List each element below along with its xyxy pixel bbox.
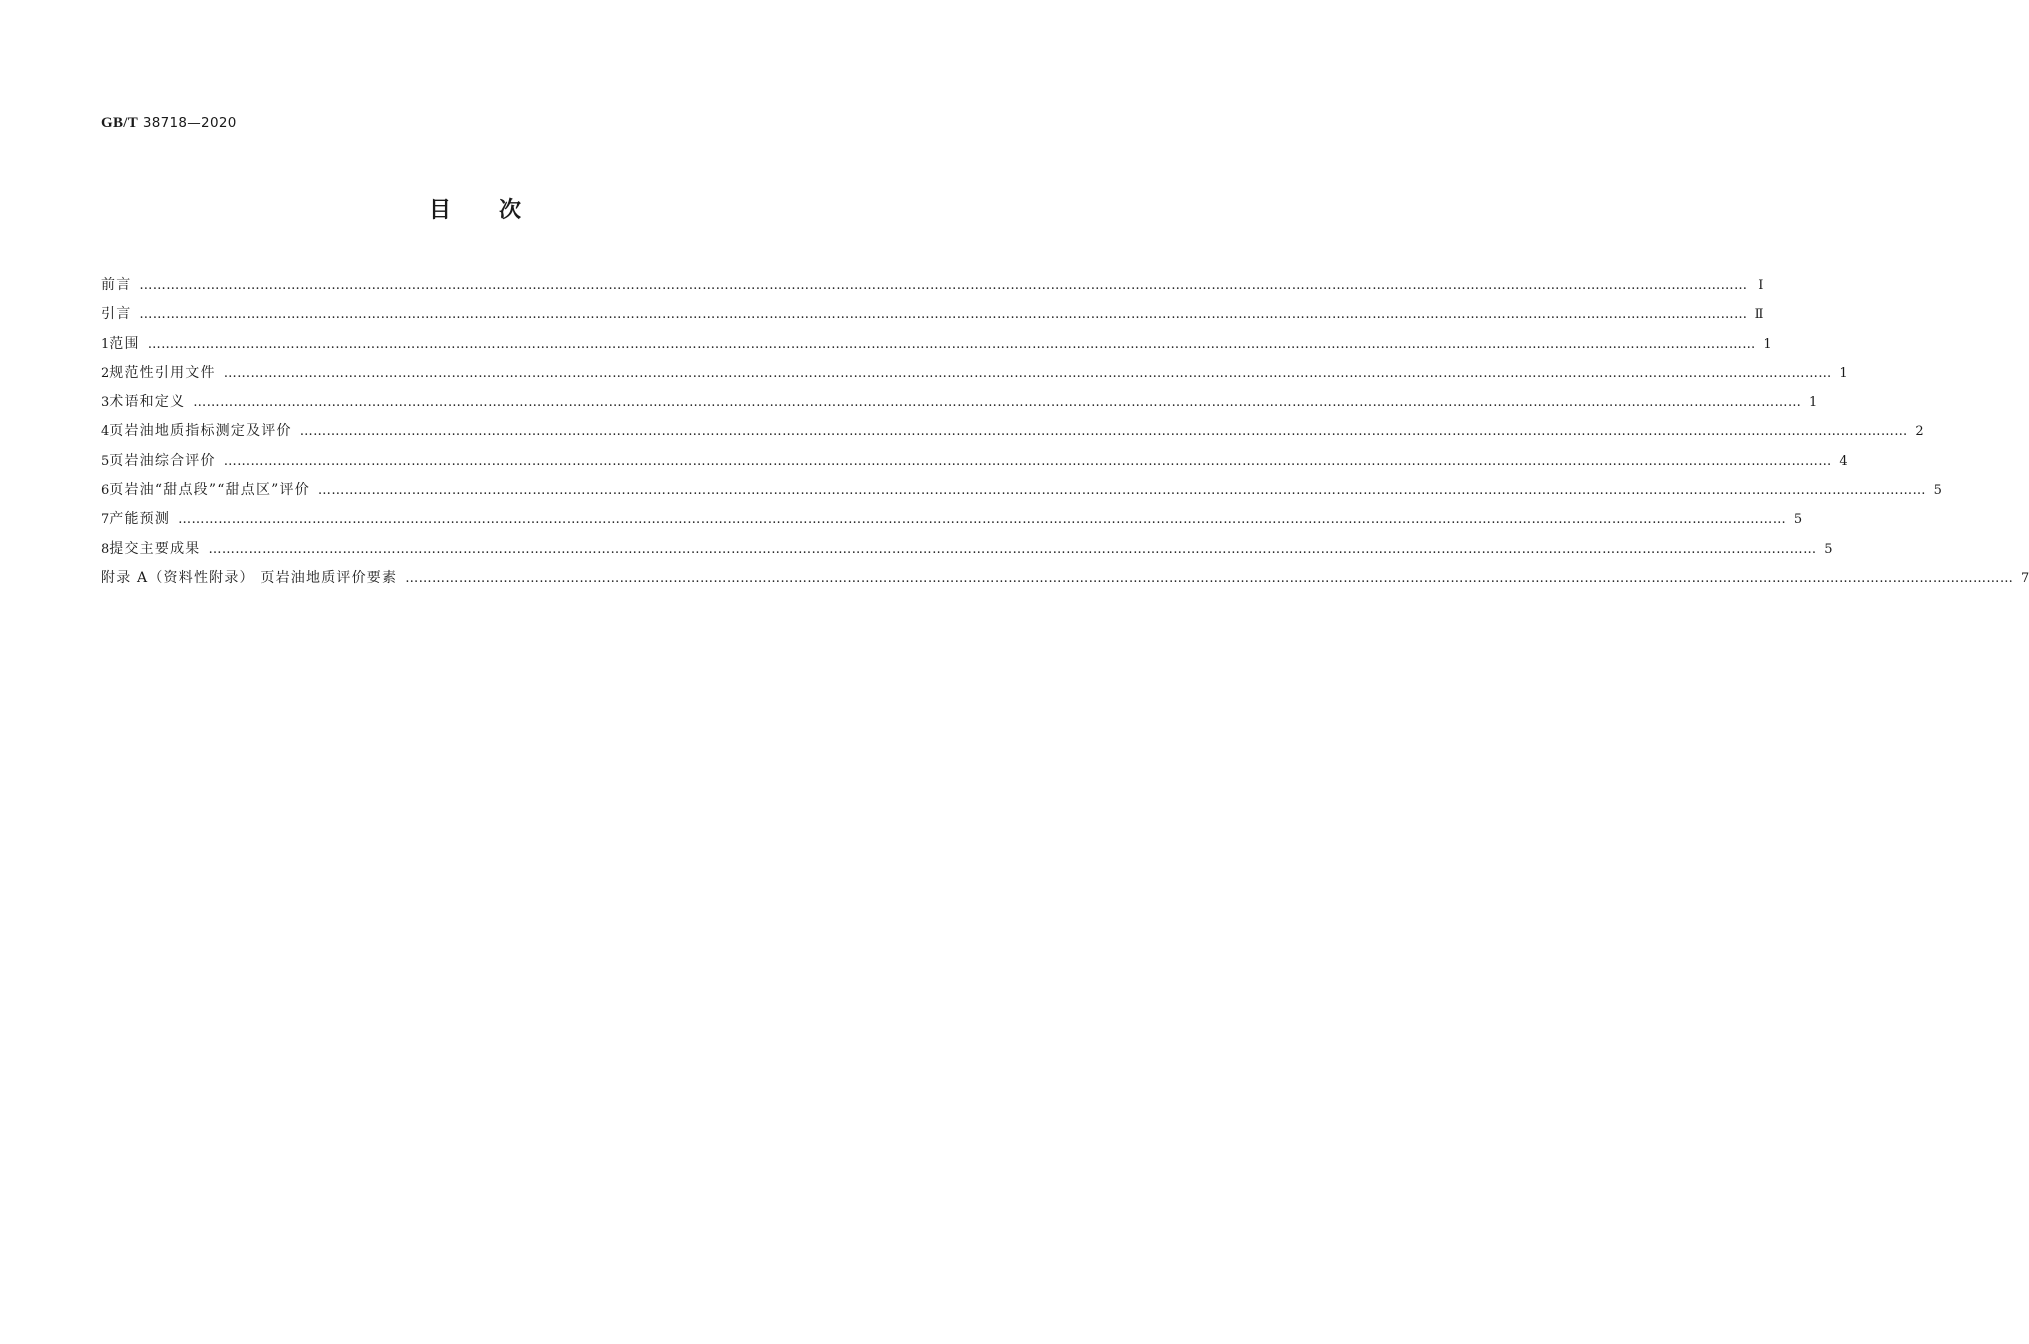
toc-page-number: 1 bbox=[1839, 365, 1848, 381]
standard-number: 38718—2020 bbox=[142, 115, 237, 131]
toc-entry[interactable] bbox=[101, 275, 1764, 304]
toc-dot-leader: ……………………………………………………………………………………………………………………………………………………………………………………………………………………………………………………………………………………………………………………………… bbox=[178, 512, 1787, 528]
toc-entry[interactable] bbox=[101, 392, 1818, 421]
toc-entry[interactable] bbox=[101, 304, 1764, 333]
toc-entry-label: 页岩油综合评价 bbox=[109, 452, 216, 469]
toc-dot-leader: ……………………………………………………………………………………………………………………………………………………………………………………………………………………………………………………………………………………………………………………………… bbox=[317, 483, 1926, 499]
toc-page-number: 5 bbox=[1933, 483, 1942, 499]
toc-page-number: Ⅰ bbox=[1758, 278, 1764, 293]
toc-dot-leader: ……………………………………………………………………………………………………………………………………………………………………………………………………………………………………………………………………………………………………………………………… bbox=[147, 336, 1756, 352]
toc-dot-leader: ……………………………………………………………………………………………………………………………………………………………………………………………………………………………………………………………………………………………………………………………… bbox=[223, 365, 1832, 381]
toc-page-number: 1 bbox=[1809, 395, 1818, 411]
toc-entry[interactable] bbox=[101, 539, 1833, 568]
toc-entry-number: 7 bbox=[101, 512, 110, 528]
table-of-contents bbox=[101, 275, 2029, 597]
toc-page-number: 1 bbox=[1763, 336, 1772, 352]
toc-entry-number: 1 bbox=[101, 336, 110, 352]
toc-entry-label: 规范性引用文件 bbox=[109, 364, 216, 381]
toc-entry-number: 3 bbox=[101, 395, 110, 411]
toc-entry-number: 2 bbox=[101, 365, 110, 381]
toc-dot-leader: ……………………………………………………………………………………………………………………………………………………………………………………………………………………………………………………………………………………………………………………………… bbox=[299, 424, 1908, 440]
toc-entry-label: 产能预测 bbox=[109, 511, 171, 528]
toc-page-number: 7 bbox=[2020, 570, 2029, 586]
page-title: 目次 bbox=[428, 198, 569, 223]
toc-entry[interactable] bbox=[101, 363, 1848, 392]
toc-entry-label: 术语和定义 bbox=[109, 394, 186, 411]
toc-dot-leader: ……………………………………………………………………………………………………………………………………………………………………………………………………………………………………………………………………………………………………………………………… bbox=[139, 278, 1748, 293]
toc-entry[interactable] bbox=[101, 421, 1924, 450]
toc-dot-leader: ……………………………………………………………………………………………………………………………………………………………………………………………………………………………………………………………………………………………………………………………… bbox=[139, 307, 1748, 323]
toc-entry-label: 范围 bbox=[109, 335, 140, 352]
toc-entry-label: 页岩油地质指标测定及评价 bbox=[109, 423, 292, 440]
toc-dot-leader: ……………………………………………………………………………………………………………………………………………………………………………………………………………………………………………………………………………………………………………………………… bbox=[223, 453, 1832, 469]
toc-entry[interactable] bbox=[101, 480, 1942, 509]
standard-prefix: GB/T bbox=[101, 115, 139, 131]
toc-entry-number: 5 bbox=[101, 453, 110, 469]
toc-entry-label: 附录 A（资料性附录） 页岩油地质评价要素 bbox=[101, 569, 398, 586]
toc-entry-number: 6 bbox=[101, 483, 110, 499]
toc-page-number: 2 bbox=[1915, 424, 1924, 440]
toc-entry-label: 引言 bbox=[101, 306, 132, 323]
toc-entry[interactable] bbox=[101, 509, 1803, 538]
toc-page-number: Ⅱ bbox=[1754, 307, 1764, 323]
toc-dot-leader: ……………………………………………………………………………………………………………………………………………………………………………………………………………………………………………………………………………………………………………………………… bbox=[405, 570, 2014, 586]
toc-entry-label: 前言 bbox=[101, 277, 132, 293]
toc-entry[interactable] bbox=[101, 334, 1772, 363]
toc-entry[interactable] bbox=[101, 568, 2029, 597]
toc-page-number: 5 bbox=[1793, 512, 1803, 528]
toc-entry-number: 4 bbox=[101, 424, 110, 440]
toc-entry[interactable] bbox=[101, 451, 1848, 480]
toc-dot-leader: ……………………………………………………………………………………………………………………………………………………………………………………………………………………………………………………………………………………………………………………………… bbox=[193, 395, 1802, 411]
toc-dot-leader: ……………………………………………………………………………………………………………………………………………………………………………………………………………………………………………………………………………………………………………………………… bbox=[208, 541, 1817, 557]
standard-code bbox=[101, 114, 237, 132]
toc-page-number: 4 bbox=[1839, 453, 1848, 469]
toc-page-number: 5 bbox=[1824, 541, 1833, 557]
toc-entry-label: 提交主要成果 bbox=[109, 540, 201, 557]
toc-entry-label: 页岩油“甜点段”“甜点区”评价 bbox=[109, 482, 310, 499]
toc-entry-number: 8 bbox=[101, 541, 110, 557]
